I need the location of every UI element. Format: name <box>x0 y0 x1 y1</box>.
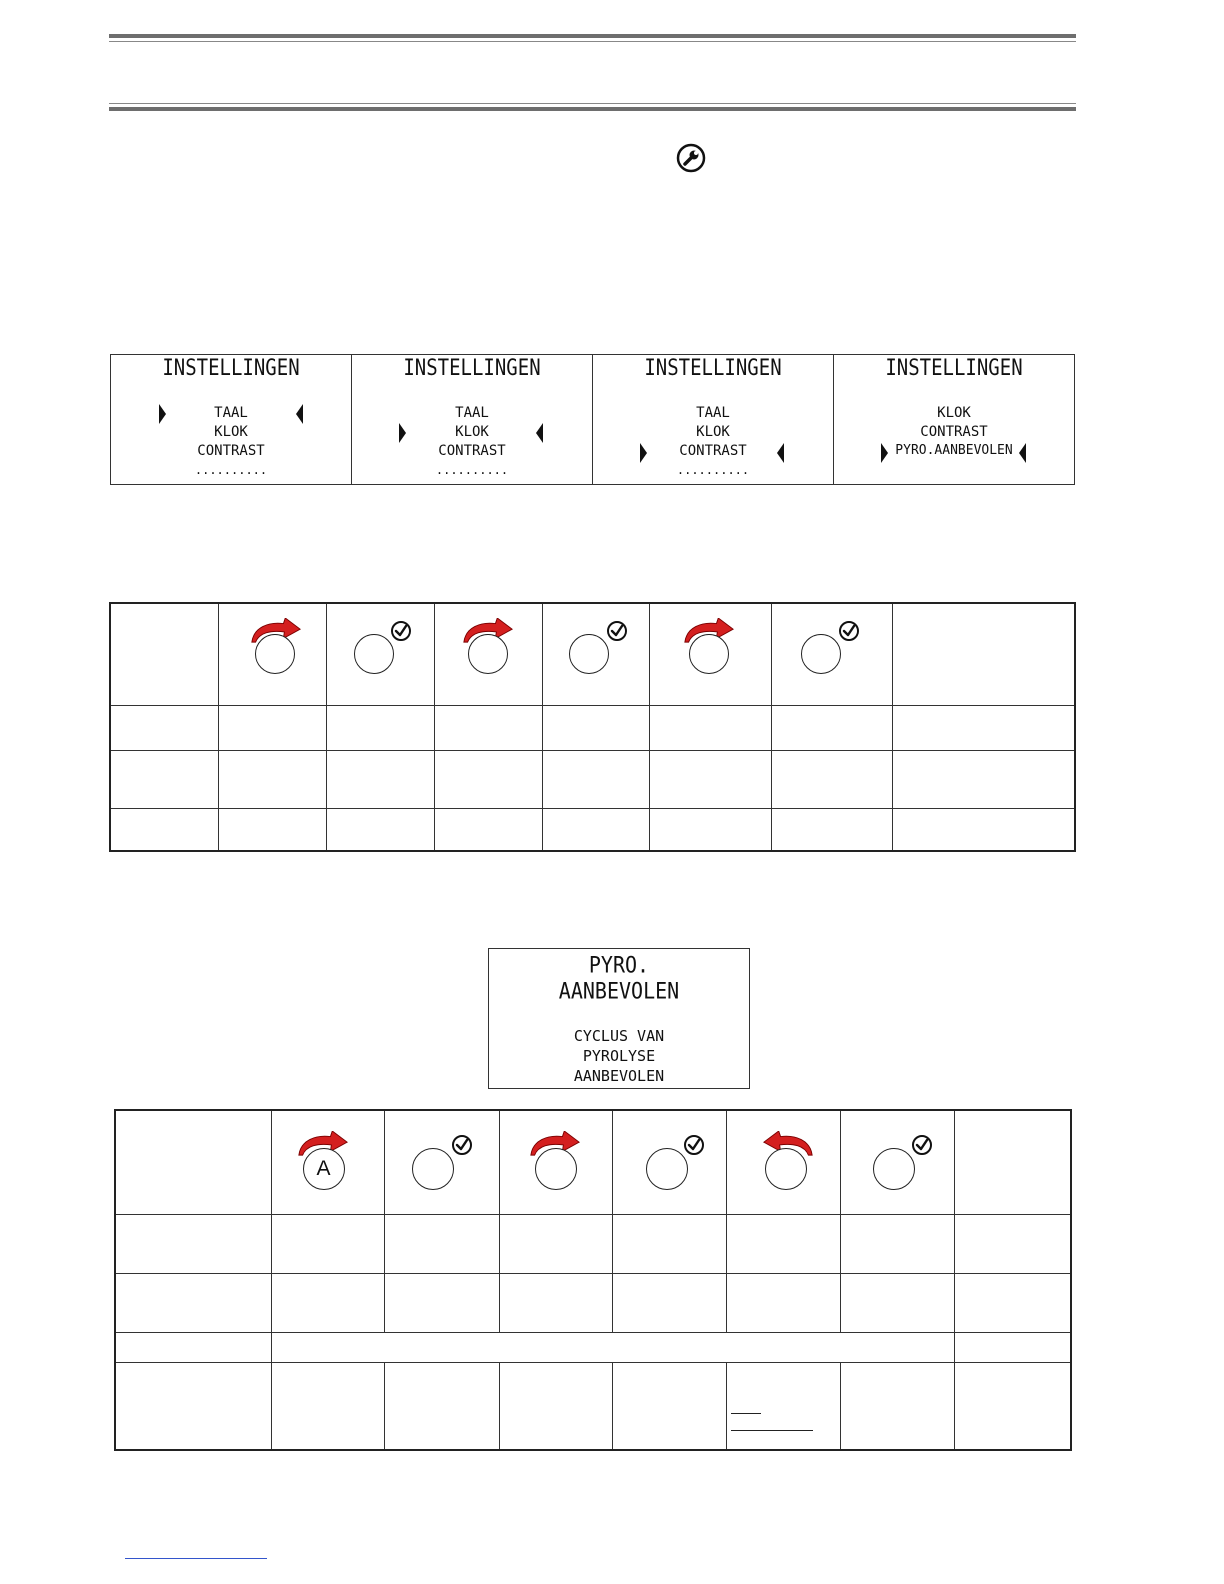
table-cell <box>110 603 218 705</box>
display-title-line: PYRO. <box>588 951 650 979</box>
table-cell <box>727 1214 841 1273</box>
table-cell <box>840 1273 955 1332</box>
panel-title: INSTELLINGEN <box>162 355 300 381</box>
selector-right-arrow-icon <box>640 443 647 463</box>
knob-icon <box>801 634 841 674</box>
menu-item: CONTRAST <box>679 443 747 459</box>
confirm-check-icon <box>390 620 412 642</box>
table-cell <box>893 603 1075 705</box>
header-rule-top-thin <box>109 41 1076 42</box>
table-cell <box>326 750 434 808</box>
selector-left-arrow-icon <box>777 443 784 463</box>
settings-panel-3 <box>593 355 834 484</box>
table-cell <box>955 1362 1071 1450</box>
table-cell <box>727 1273 841 1332</box>
knob-icon <box>535 1148 577 1190</box>
table-cell <box>650 808 772 851</box>
selector-left-arrow-icon <box>296 404 303 424</box>
menu-item: KLOK <box>455 424 489 440</box>
table-cell <box>613 1362 727 1450</box>
table-cell <box>115 1362 271 1450</box>
table-cell <box>271 1214 385 1273</box>
panel-title: INSTELLINGEN <box>403 355 541 381</box>
menu-item: KLOK <box>214 424 248 440</box>
header-rule-bottom <box>109 107 1076 111</box>
knob-icon <box>255 634 295 674</box>
table-cell <box>613 1273 727 1332</box>
procedure-table-2 <box>114 1109 1072 1451</box>
table-cell <box>434 705 542 750</box>
knob-icon <box>765 1148 807 1190</box>
table-cell <box>955 1110 1071 1214</box>
table-cell <box>542 750 650 808</box>
display-body-line: CYCLUS VAN <box>573 1027 665 1045</box>
wrench-icon <box>676 143 706 173</box>
selector-right-arrow-icon <box>399 423 406 443</box>
table-cell <box>271 1362 385 1450</box>
settings-panel-2 <box>352 355 593 484</box>
underline-mark <box>731 1413 761 1414</box>
table-cell <box>326 808 434 851</box>
knob-icon <box>689 634 729 674</box>
table-cell <box>499 1362 613 1450</box>
panel-title: INSTELLINGEN <box>644 355 782 381</box>
table-cell <box>218 750 326 808</box>
knob-icon <box>873 1148 915 1190</box>
table-cell <box>271 1110 385 1214</box>
underline-mark <box>731 1430 813 1431</box>
table-cell <box>115 1214 271 1273</box>
knob-icon <box>354 634 394 674</box>
table-cell <box>840 1214 955 1273</box>
table-cell <box>893 808 1075 851</box>
table-cell <box>542 705 650 750</box>
settings-panel-1 <box>111 355 352 484</box>
table-cell <box>772 705 893 750</box>
table-cell <box>110 808 218 851</box>
table-cell <box>110 705 218 750</box>
table-cell <box>542 808 650 851</box>
menu-more: .......... <box>676 463 750 477</box>
menu-item: CONTRAST <box>438 443 506 459</box>
confirm-check-icon <box>451 1134 473 1156</box>
table-cell <box>893 750 1075 808</box>
knob-letter: A <box>316 1157 331 1180</box>
table-cell <box>650 705 772 750</box>
table-cell <box>326 603 434 705</box>
table-cell <box>650 750 772 808</box>
table-cell <box>499 1273 613 1332</box>
table-cell <box>727 1110 841 1214</box>
table-cell <box>893 705 1075 750</box>
table-cell <box>650 603 772 705</box>
table-cell <box>434 750 542 808</box>
menu-more: .......... <box>435 463 509 477</box>
display-title-line: AANBEVOLEN <box>558 977 680 1005</box>
table-cell <box>613 1110 727 1214</box>
table-cell-merged <box>271 1332 955 1362</box>
display-body-line: PYROLYSE <box>582 1047 656 1065</box>
knob-icon <box>569 634 609 674</box>
selector-left-arrow-icon <box>536 423 543 443</box>
selector-right-arrow-icon <box>159 404 166 424</box>
table-cell <box>110 750 218 808</box>
table-cell <box>955 1214 1071 1273</box>
table-cell <box>772 808 893 851</box>
menu-item: KLOK <box>696 424 730 440</box>
table-cell <box>613 1214 727 1273</box>
table-cell <box>115 1110 271 1214</box>
header-rule-top <box>109 34 1076 38</box>
confirm-check-icon <box>606 620 628 642</box>
table-cell <box>499 1110 613 1214</box>
table-cell <box>434 808 542 851</box>
table-cell <box>385 1110 500 1214</box>
menu-item: TAAL <box>214 405 248 421</box>
menu-item: CONTRAST <box>920 424 988 440</box>
table-cell <box>218 603 326 705</box>
menu-more: .......... <box>194 463 268 477</box>
menu-item: TAAL <box>455 405 489 421</box>
table-cell <box>772 750 893 808</box>
table-cell <box>218 705 326 750</box>
procedure-table-1 <box>109 602 1076 852</box>
confirm-check-icon <box>911 1134 933 1156</box>
table-cell <box>385 1214 500 1273</box>
table-cell <box>434 603 542 705</box>
table-cell <box>955 1332 1071 1362</box>
selector-left-arrow-icon <box>1019 443 1026 463</box>
table-cell <box>840 1362 955 1450</box>
knob-icon <box>646 1148 688 1190</box>
menu-item: CONTRAST <box>197 443 265 459</box>
knob-icon <box>412 1148 454 1190</box>
menu-item: KLOK <box>937 405 971 421</box>
table-cell <box>772 603 893 705</box>
footer-link-underline <box>125 1558 267 1559</box>
table-cell <box>271 1273 385 1332</box>
table-cell <box>385 1362 500 1450</box>
confirm-check-icon <box>838 620 860 642</box>
menu-item: TAAL <box>696 405 730 421</box>
display-body-line: AANBEVOLEN <box>573 1067 665 1085</box>
table-cell <box>840 1110 955 1214</box>
confirm-check-icon <box>683 1134 705 1156</box>
panel-title: INSTELLINGEN <box>885 355 1023 381</box>
settings-menu-sequence <box>110 354 1075 485</box>
table-cell <box>955 1273 1071 1332</box>
table-cell <box>499 1214 613 1273</box>
table-cell <box>727 1362 841 1450</box>
table-cell <box>218 808 326 851</box>
table-cell <box>115 1273 271 1332</box>
table-cell <box>385 1273 500 1332</box>
menu-item: PYRO.AANBEVOLEN <box>895 443 1013 458</box>
table-cell <box>115 1332 271 1362</box>
header-rule-bottom-thin <box>109 103 1076 104</box>
selector-right-arrow-icon <box>881 443 888 463</box>
knob-a-icon <box>303 1148 345 1190</box>
knob-icon <box>468 634 508 674</box>
table-cell <box>542 603 650 705</box>
table-cell <box>326 705 434 750</box>
settings-panel-4 <box>834 355 1074 484</box>
pyro-recommended-display <box>488 948 750 1089</box>
